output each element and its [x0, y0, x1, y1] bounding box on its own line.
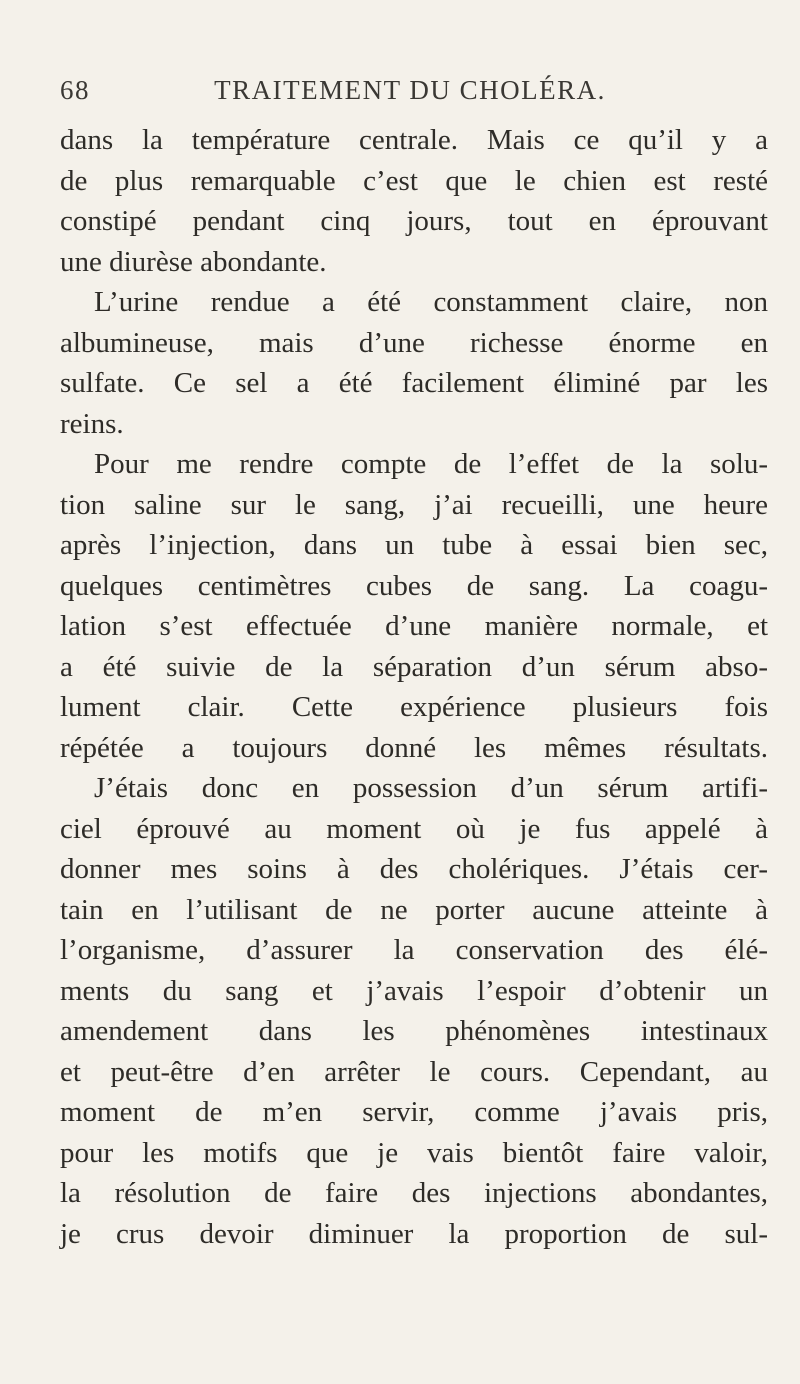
page-number: 68: [60, 75, 90, 105]
text-line: et peut-être d’en arrêter le cours. Cependant, au: [60, 1055, 768, 1088]
text-line: moment de m’en servir, comme j’avais pris,: [60, 1096, 768, 1128]
running-head: [60, 72, 760, 108]
text-line: lation s’est effectuée d’une manière normale, et: [60, 610, 768, 642]
text-line: amendement dans les phénomènes intestinaux: [60, 1015, 768, 1047]
text-line: Pour me rendre compte de l’effet de la solu-: [94, 448, 768, 480]
text-line: tain en l’utilisant de ne porter aucune atteinte à: [60, 893, 768, 926]
text-line: albumineuse, mais d’une richesse énorme en: [60, 326, 768, 359]
text-line: répétée a toujours donné les mêmes résultats.: [60, 731, 768, 764]
text-line: reins.: [60, 407, 124, 440]
text-line: tion saline sur le sang, j’ai recueilli, une heure: [60, 488, 768, 521]
text-line: quelques centimètres cubes de sang. La coagu-: [60, 569, 768, 602]
text-line: dans la température centrale. Mais ce qu’il y a: [60, 124, 768, 156]
text-line: ciel éprouvé au moment où je fus appelé à: [60, 812, 768, 845]
running-title: TRAITEMENT DU CHOLÉRA.: [214, 75, 606, 105]
text-line: ments du sang et j’avais l’espoir d’obtenir un: [60, 974, 768, 1007]
text-line: lument clair. Cette expérience plusieurs fois: [60, 691, 768, 723]
text-line: après l’injection, dans un tube à essai bien sec,: [60, 529, 768, 561]
text-line: a été suivie de la séparation d’un sérum abso-: [60, 650, 768, 683]
text-line: constipé pendant cinq jours, tout en éprouvant: [60, 205, 768, 237]
text-line: de plus remarquable c’est que le chien est resté: [60, 164, 768, 197]
text-line: pour les motifs que je vais bientôt faire valoir,: [60, 1136, 768, 1169]
text-line: l’organisme, d’assurer la conservation des élé-: [60, 934, 768, 966]
text-line: je crus devoir diminuer la proportion de sul-: [60, 1217, 768, 1250]
text-line: J’étais donc en possession d’un sérum artifi-: [94, 772, 768, 804]
text-line: une diurèse abondante.: [60, 245, 327, 278]
text-line: la résolution de faire des injections abondantes,: [60, 1177, 768, 1209]
body-text: [60, 120, 768, 1254]
text-line: L’urine rendue a été constamment claire, non: [94, 286, 768, 318]
text-line: sulfate. Ce sel a été facilement éliminé par les: [60, 367, 768, 399]
text-line: donner mes soins à des cholériques. J’étais cer-: [60, 853, 768, 885]
